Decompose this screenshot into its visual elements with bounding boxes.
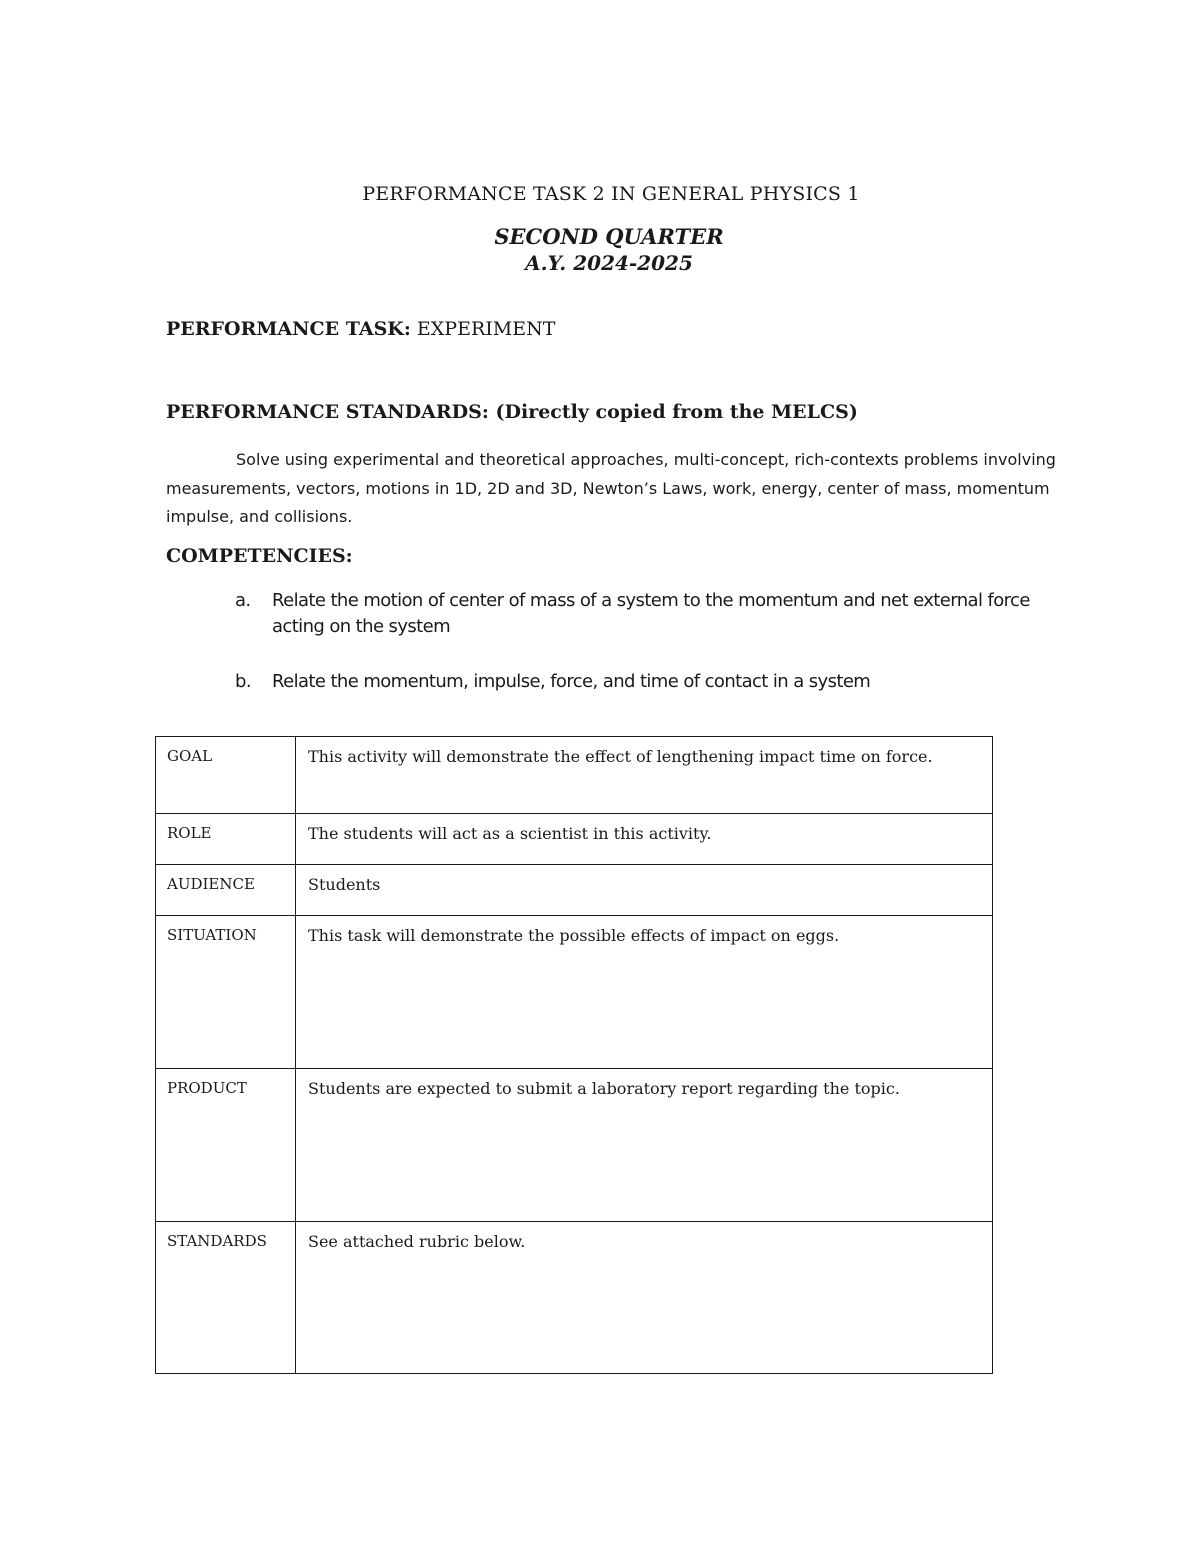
row-content: This task will demonstrate the possible effects of impact on eggs. <box>296 916 993 1069</box>
competencies-label: COMPETENCIES: <box>166 545 353 567</box>
table-row <box>156 1222 993 1374</box>
performance-standards-label: PERFORMANCE STANDARDS: (Directly copied from the MELCS) <box>166 401 858 423</box>
row-label: STANDARDS <box>156 1222 296 1374</box>
row-content: The students will act as a scientist in this activity. <box>296 814 993 865</box>
performance-task-label: PERFORMANCE TASK: <box>166 318 411 340</box>
performance-task-heading <box>166 318 555 340</box>
performance-standards-body: Solve using experimental and theoretical approaches, multi-concept, rich-contexts problems involving measurements, vectors, motions in 1D, 2D and 3D, Newton’s Laws, work, energy, center of mass, momentum impulse, and collisions. <box>166 450 1056 526</box>
table-row <box>156 737 993 814</box>
competency-text: Relate the momentum, impulse, force, and time of contact in a system <box>272 671 871 692</box>
row-content: Students <box>296 865 993 916</box>
list-item <box>235 588 1065 640</box>
row-label: PRODUCT <box>156 1069 296 1222</box>
table-row <box>156 865 993 916</box>
table-row <box>156 916 993 1069</box>
competencies-heading <box>166 545 353 567</box>
list-marker: b. <box>235 671 251 692</box>
performance-task-value: EXPERIMENT <box>416 318 556 340</box>
competency-text: Relate the motion of center of mass of a system to the momentum and net external force acting on the system <box>272 590 1030 637</box>
list-marker: a. <box>235 590 251 611</box>
academic-year: A.Y. 2024-2025 <box>525 251 693 275</box>
row-label: GOAL <box>156 737 296 814</box>
quarter-subtitle: SECOND QUARTER <box>494 224 724 249</box>
row-label: SITUATION <box>156 916 296 1069</box>
row-content: See attached rubric below. <box>296 1222 993 1374</box>
performance-standards-text <box>166 446 1066 532</box>
row-content: Students are expected to submit a laboratory report regarding the topic. <box>296 1069 993 1222</box>
document-title: PERFORMANCE TASK 2 IN GENERAL PHYSICS 1 <box>362 183 860 205</box>
grasps-table <box>155 736 993 1374</box>
table-row <box>156 814 993 865</box>
performance-standards-heading <box>166 401 858 423</box>
row-label: ROLE <box>156 814 296 865</box>
list-item <box>235 669 1065 695</box>
row-content: This activity will demonstrate the effect of lengthening impact time on force. <box>296 737 993 814</box>
competencies-list <box>235 588 1065 724</box>
table-row <box>156 1069 993 1222</box>
row-label: AUDIENCE <box>156 865 296 916</box>
